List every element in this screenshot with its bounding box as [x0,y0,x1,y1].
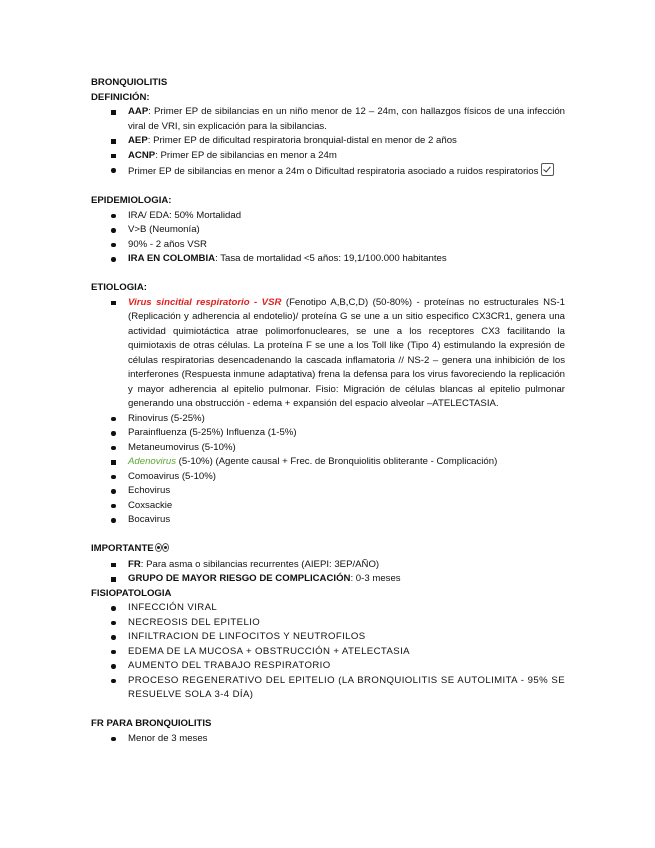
adenovirus-label: Adenovirus [128,456,176,467]
section-heading-fr: FR PARA BRONQUIOLITIS [91,718,212,729]
list-item: INFECCIÓN VIRAL [91,601,565,616]
fr-list [91,732,565,747]
list-item: Bocavirus [91,513,565,528]
list-item: ACNP: Primer EP de sibilancias en menor a 24m [91,149,565,164]
list-item: Echovirus [91,484,565,499]
list-item: V>B (Neumonía) [91,223,565,238]
section-heading-fisiopatologia: FISIOPATOLOGIA [91,587,172,599]
list-item: Primer EP de sibilancias en menor a 24m o Dificultad respiratoria asociado a ruidos respiratorios [91,163,565,180]
section-heading-epidemiologia: EPIDEMIOLOGIA: [91,195,172,206]
list-item: Rinovirus (5-25%) [91,412,565,427]
list-item: FR: Para asma o sibilancias recurrentes (AIEPI: 3EP/AÑO) [91,558,565,573]
section-heading-definicion: DEFINICIÓN: [91,91,150,103]
list-item: Menor de 3 meses [91,732,565,747]
list-item: GRUPO DE MAYOR RIESGO DE COMPLICACIÓN: 0-3 meses [91,572,565,587]
list-item: 90% - 2 años VSR [91,238,565,253]
document-content [91,76,565,746]
list-item: Metaneumovirus (5-10%) [91,441,565,456]
list-item: AAP: Primer EP de sibilancias en un niño menor de 12 – 24m, con hallazgos físicos de una infección viral de VRI, sin explicación para la sibilancias. [91,105,565,134]
etiologia-list [91,296,565,528]
list-item: PROCESO REGENERATIVO DEL EPITELIO (LA BRONQUIOLITIS SE AUTOLIMITA - 95% SE RESUELVE SOLA 3-4 DÍA) [91,674,565,703]
checkbox-icon [541,163,554,176]
list-item: IRA EN COLOMBIA: Tasa de mortalidad <5 años: 19,1/100.000 habitantes [91,252,565,267]
list-item: Virus sincitial respiratorio - VSR (Fenotipo A,B,C,D) (50-80%) - proteínas no estructurales NS-1 (Replicación y adherencia al endotelio)/ proteína G se une a un sitio especifico CX3CR1, genera una actividad quimiotáctica atrae polimorfonucleares, se une a los receptores CX3 facilitando la quimiotaxis de otras células. La proteína F se une a los Toll like (Tipo 4) estimulando la expresión de células respiratorias desencadenando la cascada inflamatoria // NS-2 – genera una inhibición de los interferones (Respuesta inmune adaptativa) frena la defensa para los virus favoreciendo la replicación y mayor adherencia al epitelio pulmonar. Fisio: Migración de células blancas al epitelio pulmonar generando una obstrucción - edema + expansión del espacio alveolar –ATELECTASIA. [91,296,565,412]
list-item: AEP: Primer EP de dificultad respiratoria bronquial-distal en menor de 2 años [91,134,565,149]
definicion-list [91,105,565,180]
eyes-icon [155,543,170,558]
document-title: BRONQUIOLITIS [91,77,168,88]
list-item: EDEMA DE LA MUCOSA + OBSTRUCCIÓN + ATELECTASIA [91,645,565,660]
epidemiologia-list [91,209,565,267]
fisiopatologia-list [91,601,565,703]
section-heading-importante: IMPORTANTE [91,542,565,558]
importante-list [91,558,565,587]
list-item: AUMENTO DEL TRABAJO RESPIRATORIO [91,659,565,674]
vsr-label: Virus sincitial respiratorio - VSR [128,296,282,308]
list-item: IRA/ EDA: 50% Mortalidad [91,209,565,224]
list-item: Adenovirus (5-10%) (Agente causal + Frec. de Bronquiolitis obliterante - Complicación) [91,455,565,470]
list-item: Comoavirus (5-10%) [91,470,565,485]
list-item: NECREOSIS DEL EPITELIO [91,616,565,631]
list-item: Coxsackie [91,499,565,514]
list-item: Parainfluenza (5-25%) Influenza (1-5%) [91,426,565,441]
list-item: INFILTRACION DE LINFOCITOS Y NEUTROFILOS [91,630,565,645]
section-heading-etiologia: ETIOLOGIA: [91,282,147,293]
